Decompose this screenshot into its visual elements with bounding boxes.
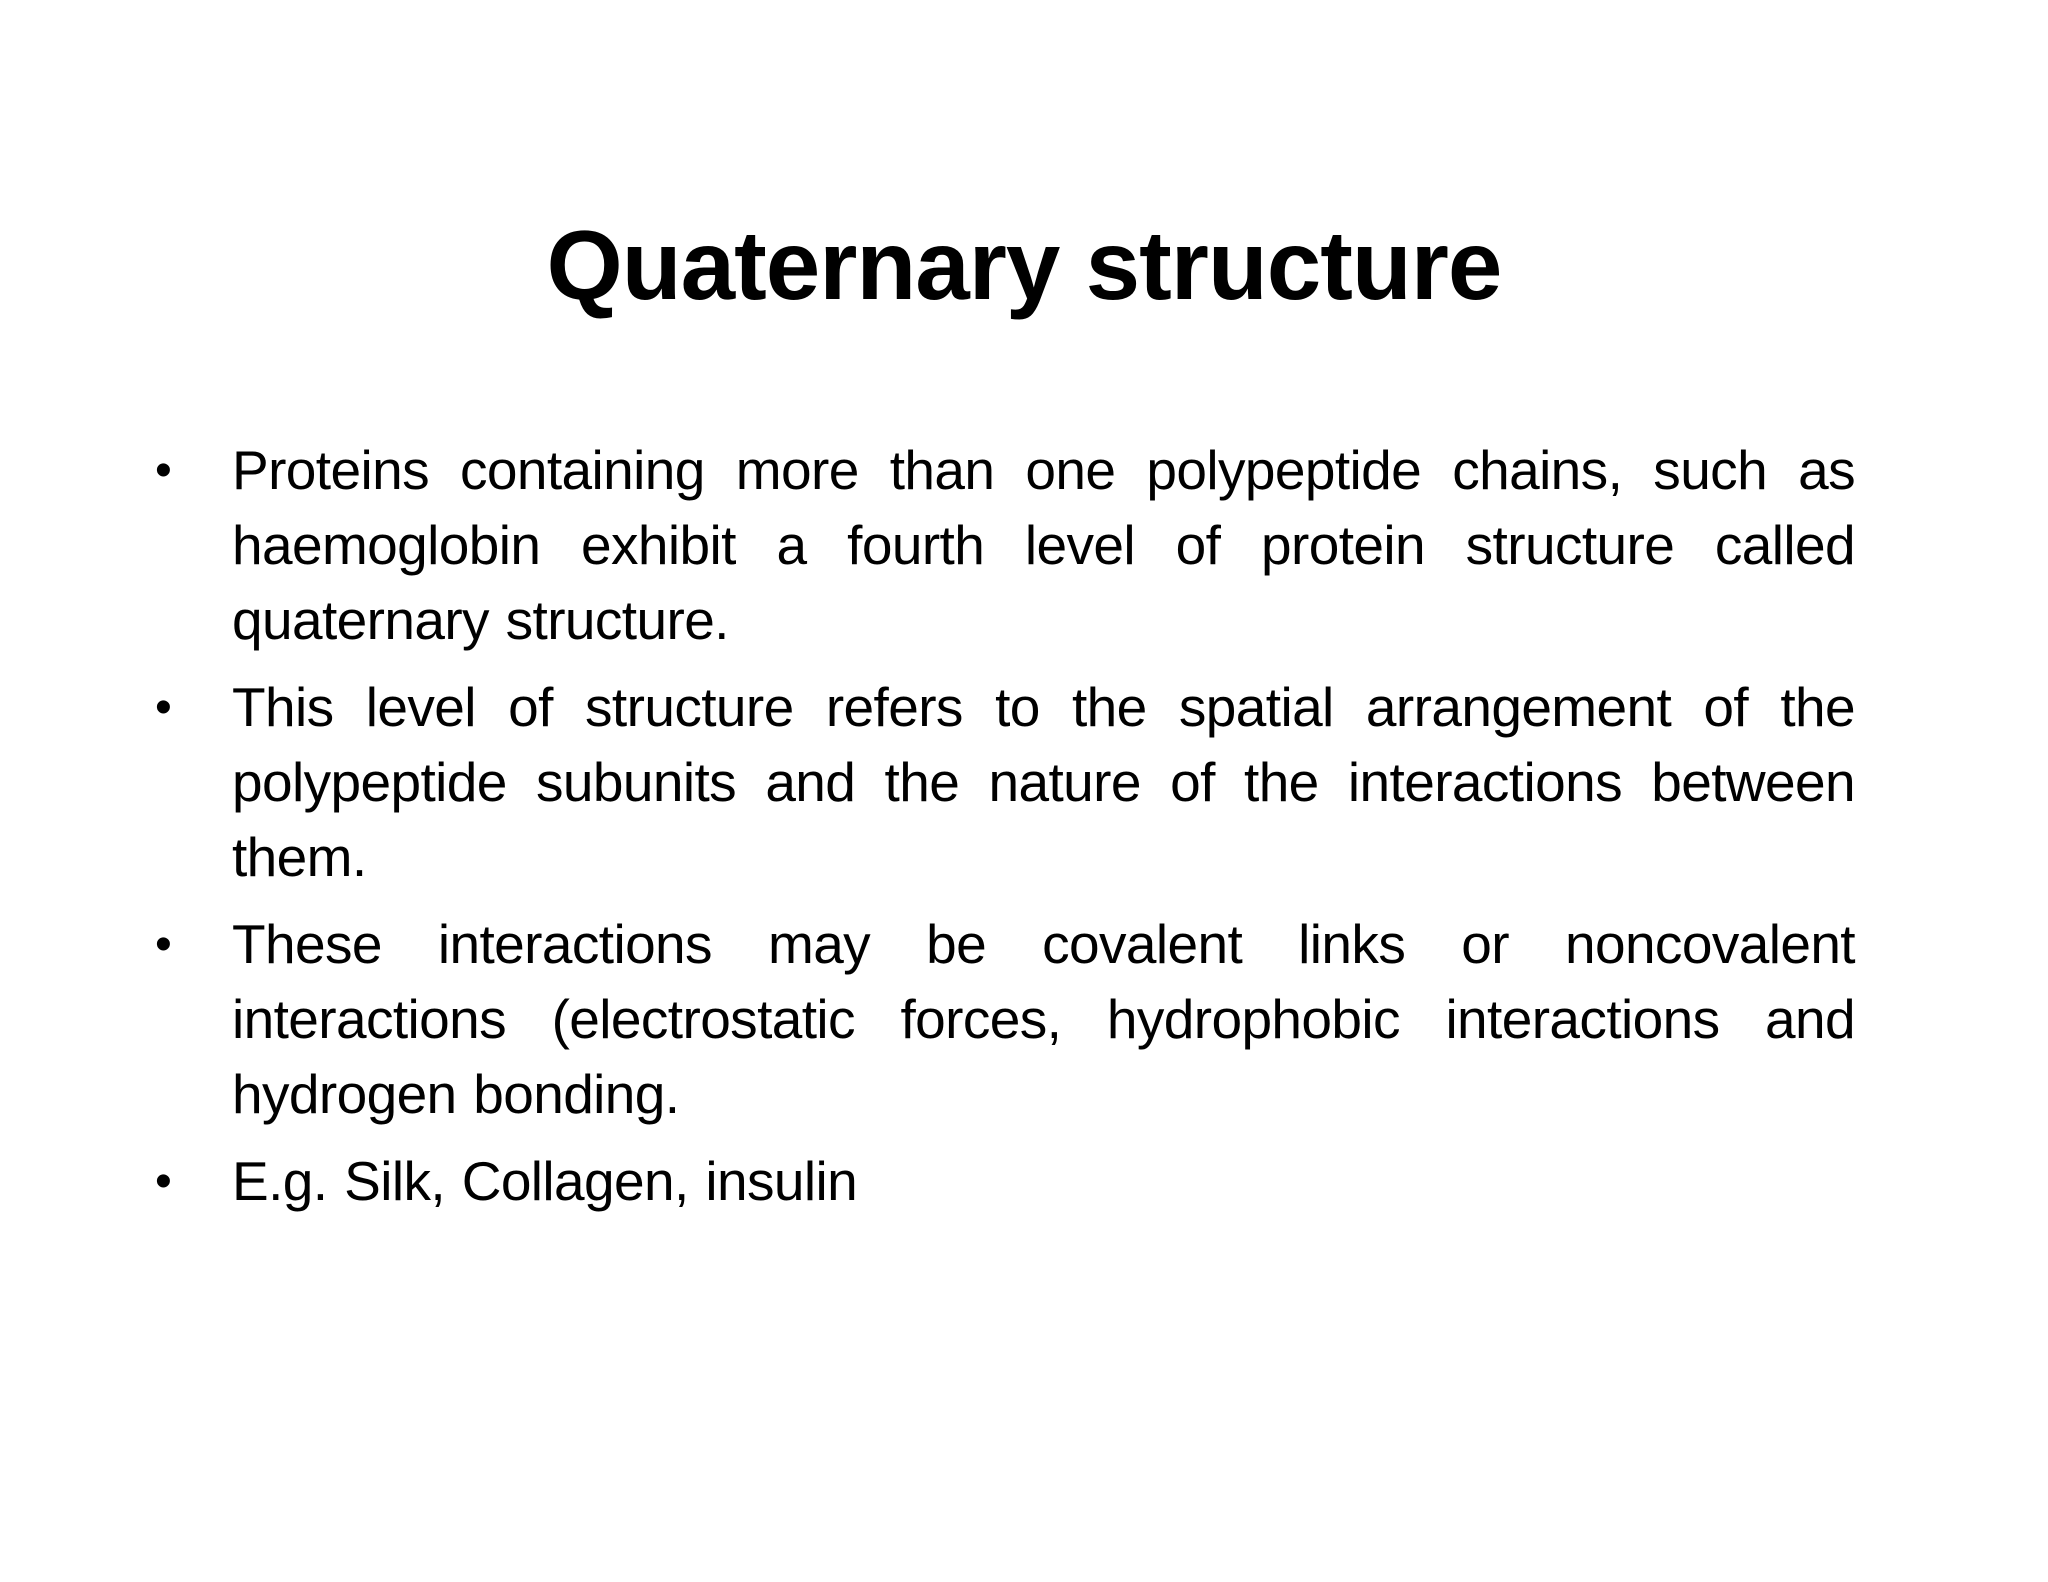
slide-title: Quaternary structure	[546, 210, 1502, 320]
bullet-marker: •	[155, 444, 172, 497]
bullet-text: This level of structure refers to the spatial arrangement of the polypeptide subunits and the nature of the interactions between them.	[232, 676, 1855, 888]
bullet-text: E.g. Silk, Collagen, insulin	[232, 1150, 858, 1212]
bullet-marker: •	[155, 918, 172, 971]
bullet-item-2	[155, 670, 1855, 895]
bullet-item-1	[155, 433, 1855, 658]
bullet-item-3	[155, 907, 1855, 1132]
bullet-text: These interactions may be covalent links or noncovalent interactions (electrostatic forces, hydrophobic interactions and hydrogen bonding.	[232, 913, 1855, 1125]
bullet-list	[155, 433, 1855, 1231]
bullet-marker: •	[155, 1155, 172, 1208]
bullet-item-4	[155, 1144, 1855, 1219]
bullet-text: Proteins containing more than one polypeptide chains, such as haemoglobin exhibit a fourth level of protein structure called quaternary structure.	[232, 439, 1855, 651]
bullet-marker: •	[155, 681, 172, 734]
